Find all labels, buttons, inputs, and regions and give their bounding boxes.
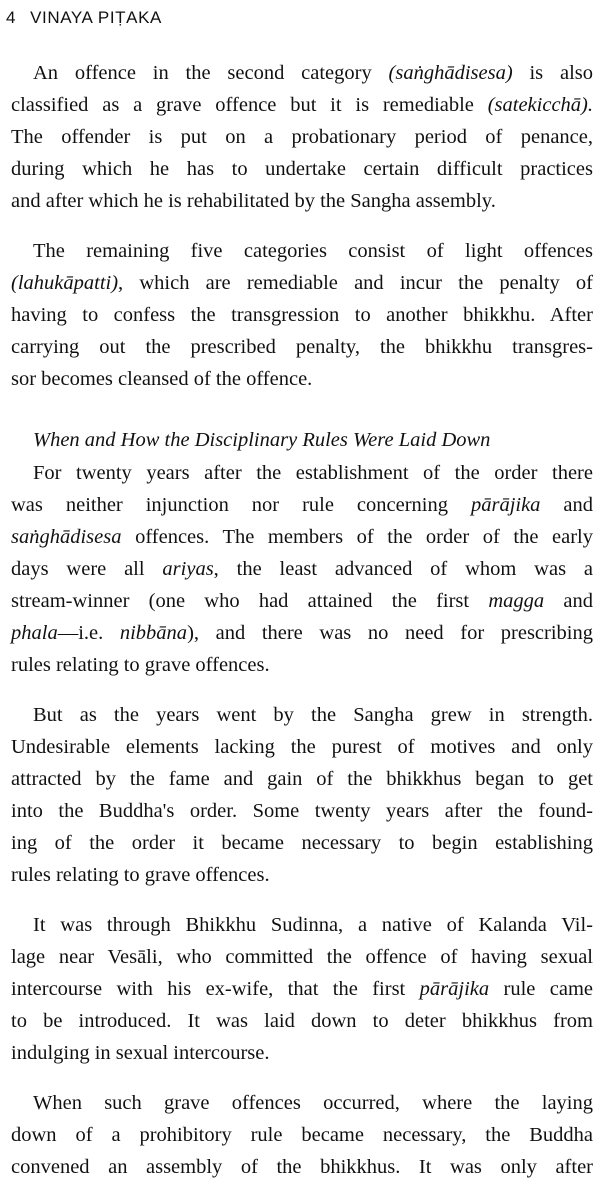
italic-term: ariyas — [162, 558, 214, 580]
text-run: But as the years went by the Sangha grew in strength. — [33, 704, 593, 726]
text-line — [11, 521, 593, 553]
text-run: stream-winner (one who had attained the first — [11, 590, 489, 612]
italic-term: (satekicchā). — [487, 94, 593, 116]
text-run: into the Buddha's order. Some twenty years after the found- — [11, 800, 593, 822]
running-title: VINAYA PIṬAKA — [30, 8, 162, 27]
section-gap — [11, 395, 593, 423]
paragraph-gap — [11, 1069, 593, 1087]
text-run: lage near Vesāli, who committed the offence of having sexual — [11, 946, 593, 968]
text-line — [11, 235, 593, 267]
text-run: carrying out the prescribed penalty, the bhikkhu transgres- — [11, 336, 593, 358]
text-line — [11, 489, 593, 521]
text-run: rules relating to grave offences. — [11, 864, 270, 886]
text-run: is also — [512, 62, 594, 84]
text-line — [11, 299, 593, 331]
text-run: and — [544, 590, 593, 612]
text-run: Undesirable elements lacking the purest of motives and only — [11, 736, 593, 758]
text-line — [11, 731, 593, 763]
text-line — [11, 649, 593, 681]
text-line — [11, 763, 593, 795]
paragraph — [11, 457, 593, 681]
italic-term: magga — [488, 590, 545, 612]
text-run: It was through Bhikkhu Sudinna, a native of Kalanda Vil- — [33, 914, 593, 936]
text-run: attracted by the fame and gain of the bhikkhus began to get — [11, 768, 593, 790]
text-line — [11, 795, 593, 827]
text-run: sor becomes cleansed of the offence. — [11, 368, 313, 390]
text-line — [11, 585, 593, 617]
page-number: 4 — [6, 8, 17, 27]
running-head — [6, 8, 162, 28]
body-text — [11, 57, 593, 1183]
paragraph-gap — [11, 217, 593, 235]
text-run: indulging in sexual intercourse. — [11, 1042, 270, 1064]
paragraph — [11, 235, 593, 395]
text-run: intercourse with his ex-wife, that the first — [11, 978, 420, 1000]
text-line — [11, 185, 593, 217]
text-line — [11, 859, 593, 891]
italic-term: pārājika — [419, 978, 490, 1000]
text-run: , which are remediable and incur the penalty of — [118, 272, 593, 294]
text-line — [11, 617, 593, 649]
text-run: The offender is put on a probationary period of penance, — [11, 126, 593, 148]
paragraph-gap — [11, 681, 593, 699]
text-run: The remaining five categories consist of light offences — [33, 240, 593, 262]
text-line — [11, 909, 593, 941]
text-line — [11, 1151, 593, 1183]
text-line — [11, 827, 593, 859]
text-run: was neither injunction nor rule concerning — [11, 494, 471, 516]
italic-term: nibbāna — [119, 622, 188, 644]
text-line — [11, 153, 593, 185]
text-line — [11, 267, 593, 299]
text-line — [11, 57, 593, 89]
section-heading: When and How the Disciplinary Rules Were Laid Down — [33, 429, 491, 451]
text-run: offences. The members of the order of the early — [121, 526, 593, 548]
text-line — [11, 89, 593, 121]
text-line — [11, 121, 593, 153]
text-run: to be introduced. It was laid down to deter bhikkhus from — [11, 1010, 593, 1032]
text-run: rules relating to grave offences. — [11, 654, 270, 676]
text-line — [11, 699, 593, 731]
text-run: convened an assembly of the bhikkhus. It was only after — [11, 1156, 593, 1178]
text-run: and after which he is rehabilitated by the Sangha assembly. — [11, 190, 496, 212]
text-run: classified as a grave offence but it is remediable — [11, 94, 488, 116]
italic-term: (lahukāpatti) — [11, 272, 119, 294]
text-run: having to confess the transgression to another bhikkhu. After — [11, 304, 593, 326]
text-run: When such grave offences occurred, where the laying — [33, 1092, 593, 1114]
text-run: rule came — [489, 978, 593, 1000]
text-line — [11, 1119, 593, 1151]
text-line — [11, 973, 593, 1005]
italic-term: phala — [11, 622, 58, 644]
text-line — [11, 553, 593, 585]
italic-term: pārājika — [470, 494, 541, 516]
paragraph — [11, 909, 593, 1069]
text-line — [11, 1037, 593, 1069]
paragraph-gap — [11, 891, 593, 909]
text-line — [11, 941, 593, 973]
text-run: ), and there was no need for prescribing — [187, 622, 593, 644]
text-run: , the least advanced of whom was a — [213, 558, 593, 580]
text-line — [11, 363, 593, 395]
text-run: and — [540, 494, 593, 516]
text-run: during which he has to undertake certain difficult practices — [11, 158, 593, 180]
text-line — [11, 1005, 593, 1037]
text-run: down of a prohibitory rule became necessary, the Buddha — [11, 1124, 593, 1146]
italic-term: (saṅghādisesa) — [388, 62, 513, 84]
paragraph — [11, 1087, 593, 1183]
text-run: —i.e. — [57, 622, 120, 644]
text-line — [11, 457, 593, 489]
text-run: ing of the order it became necessary to begin establishing — [11, 832, 593, 854]
text-line — [11, 1087, 593, 1119]
text-run: An offence in the second category — [33, 62, 389, 84]
italic-term: saṅghādisesa — [11, 526, 122, 548]
text-run: days were all — [11, 558, 163, 580]
text-line — [11, 331, 593, 363]
paragraph — [11, 57, 593, 217]
text-run: For twenty years after the establishment of the order there — [33, 462, 593, 484]
paragraph — [11, 699, 593, 891]
